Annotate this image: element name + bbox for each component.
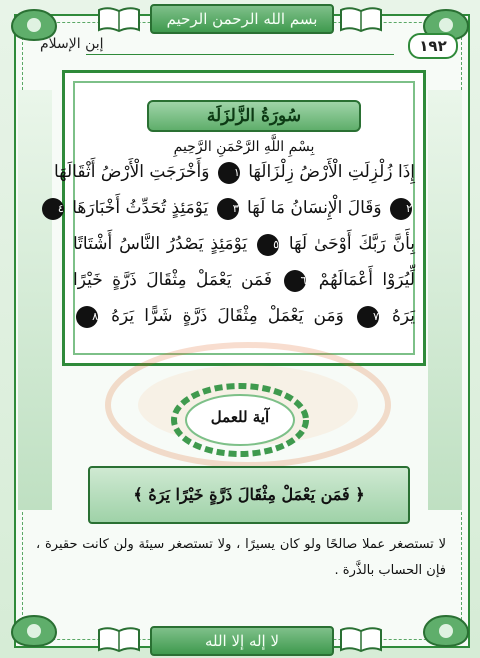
verse-number-marker: ٢	[390, 198, 412, 220]
open-book-icon	[338, 4, 384, 34]
left-decoration-strip	[18, 90, 52, 510]
open-book-icon	[96, 4, 142, 34]
open-book-icon	[338, 624, 384, 654]
verse-text: وَمَن يَعْمَلْ مِثْقَالَ ذَرَّةٍ شَرًّا يَرَهُ	[111, 306, 344, 326]
open-book-icon	[96, 624, 142, 654]
verse-line	[53, 157, 415, 187]
verse-line	[57, 193, 415, 223]
verse-text: يَرَهُ	[392, 306, 416, 326]
verse-text: يَوْمَئِذٍ تُحَدِّثُ أَخْبَارَهَا	[72, 198, 209, 218]
verse-number-marker: ٥	[257, 234, 279, 256]
verse-line	[73, 265, 415, 295]
surah-panel	[53, 70, 426, 366]
bottom-right-ornament-icon	[420, 612, 472, 650]
right-decoration-strip	[428, 90, 462, 510]
verse-text: وَأَخْرَجَتِ الْأَرْضُ أَثْقَالَهَا	[53, 162, 210, 182]
verse-number-marker: ٤	[42, 198, 64, 220]
verse-line	[73, 229, 415, 259]
page-number: ١٩٢	[408, 33, 458, 59]
basmala: بِسْمِ اللَّهِ الرَّحْمَنِ الرَّحِيمِ	[173, 139, 315, 155]
commentary-text: لا تستصغر عملا صالحًا ولو كان يسيرًا ، ولا تستصغر سيئة ولن كانت حقيرة ، فإن الحساب بالذَّرة .	[36, 537, 446, 578]
highlight-verse-box	[88, 466, 410, 524]
bottom-calligraphy-banner: لا إله إلا الله	[150, 626, 334, 656]
header-divider	[86, 54, 394, 55]
top-calligraphy-banner: بسم الله الرحمن الرحيم	[150, 4, 334, 34]
verse-text: وَقَالَ الْإِنسَانُ مَا لَهَا	[247, 198, 382, 218]
highlight-verse-text: ﴿ فَمَن يَعْمَلْ مِثْقَالَ ذَرَّةٍ خَيْرًا يَرَهُ ﴾	[133, 485, 365, 504]
verse-line	[73, 301, 415, 331]
bottom-left-ornament-icon	[8, 612, 60, 650]
verse-number-marker: ٦	[284, 270, 306, 292]
verse-text: إِذَا زُلْزِلَتِ الْأَرْضُ زِلْزَالَهَا	[248, 162, 415, 182]
verse-text: يَوْمَئِذٍ يَصْدُرُ النَّاسُ أَشْتَاتًا	[73, 234, 248, 254]
verse-number-marker: ٨	[76, 306, 98, 328]
verse-text: لِّيُرَوْا أَعْمَالَهُمْ	[318, 270, 415, 290]
ayah-for-action-label: آية للعمل	[210, 408, 270, 426]
verse-text: فَمَن يَعْمَلْ مِثْقَالَ ذَرَّةٍ خَيْرًا	[73, 270, 272, 290]
surah-title: سُورَةُ الزَّلزَلَة	[147, 100, 361, 132]
brand-label: إبن الإسلام	[40, 36, 104, 52]
verse-text: بِأَنَّ رَبَّكَ أَوْحَىٰ لَهَا	[288, 234, 415, 254]
verse-number-marker: ١	[218, 162, 240, 184]
verse-number-marker: ٧	[357, 306, 379, 328]
verse-number-marker: ٣	[217, 198, 239, 220]
